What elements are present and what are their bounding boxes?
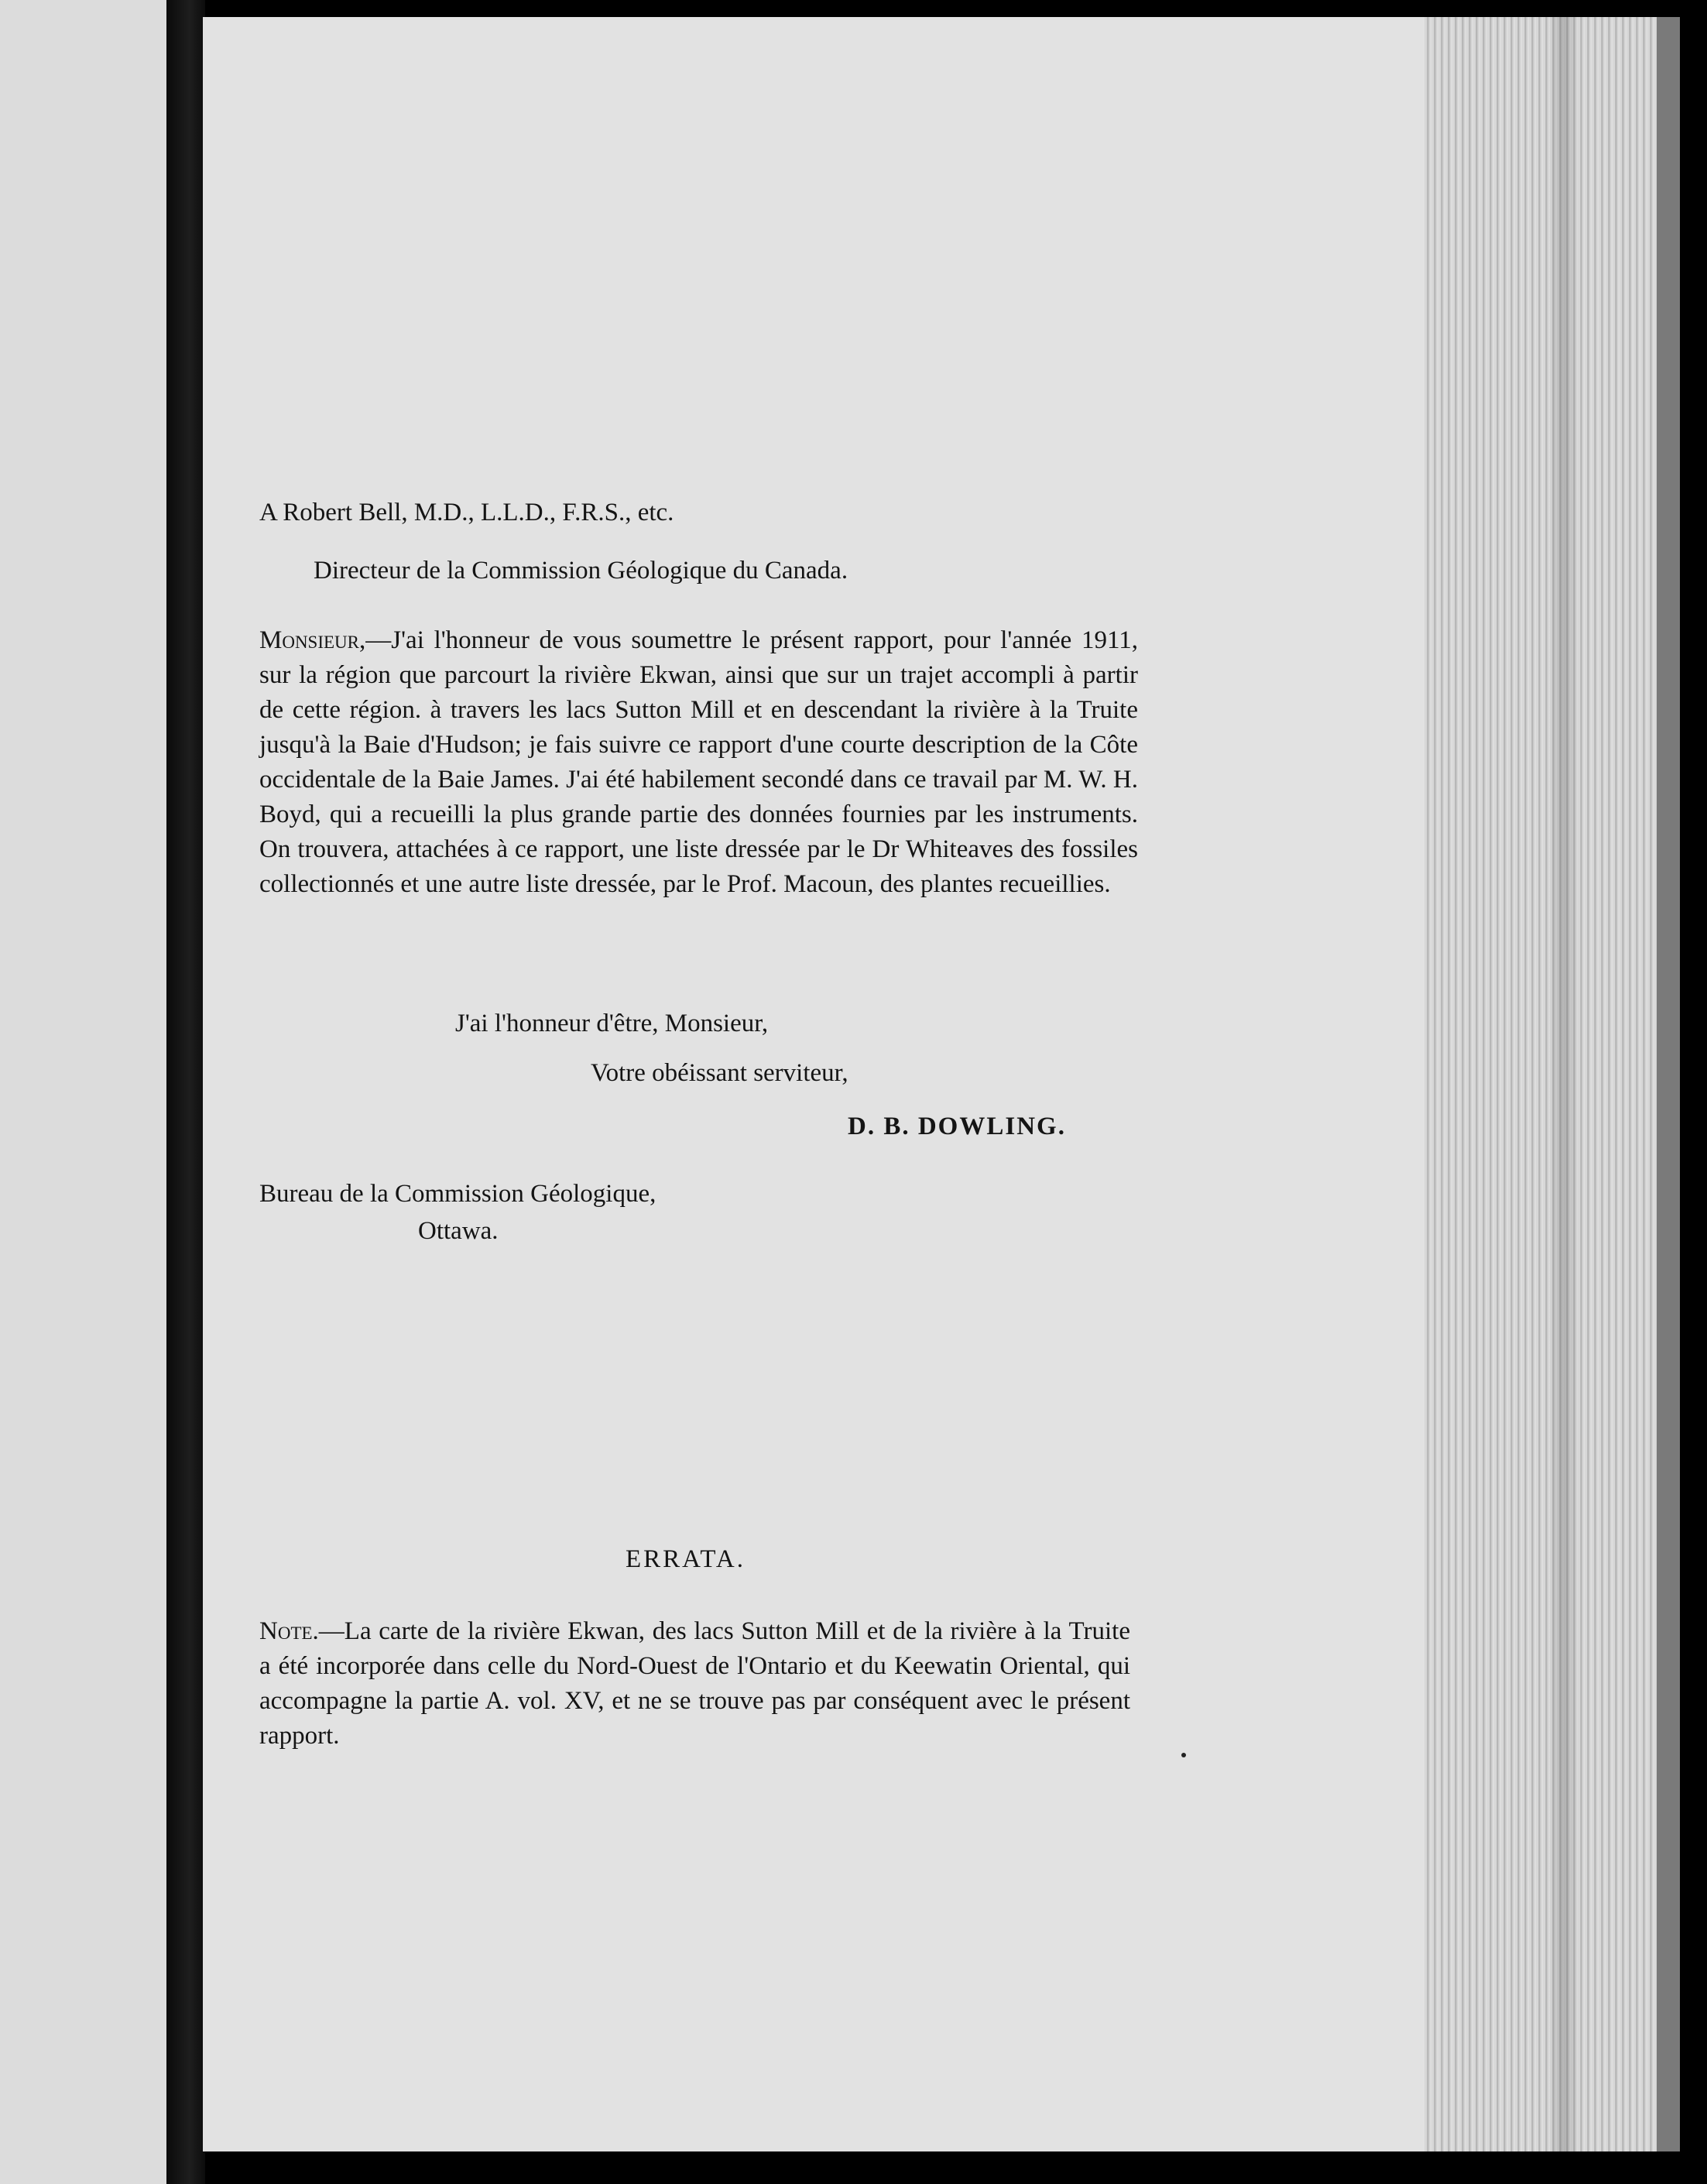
ink-speck bbox=[1181, 1753, 1186, 1757]
letter-addressee: A Robert Bell, M.D., L.L.D., F.R.S., etc. bbox=[259, 499, 674, 526]
errata-note bbox=[259, 1614, 1130, 1754]
page-edges-shadow bbox=[1548, 17, 1579, 2151]
letter-body bbox=[259, 623, 1138, 902]
book-spine bbox=[166, 0, 205, 2184]
facing-page bbox=[0, 0, 166, 2184]
letter-office: Bureau de la Commission Géologique, bbox=[259, 1180, 656, 1208]
letter-closing-1: J'ai l'honneur d'être, Monsieur, bbox=[455, 1010, 769, 1037]
letter-body-text: —J'ai l'honneur de vous soumettre le présent rapport, pour l'année 1911, sur la région que parcourt la rivière Ekwan, ainsi que sur un trajet accompli à partir de cette région. à travers les lacs Sutton Mill et en descendant la rivière à la Truite jusqu'à la Baie d'Hudson; je fais suivre ce rapport d'une courte description de la Côte occidentale de la Baie James. J'ai été habilement secondé dans ce travail par M. W. H. Boyd, qui a recueilli la plus grande partie des données fournies par les instruments. On trouvera, attachées à ce rapport, une liste dressée par le Dr Whiteaves des fossiles collectionnés et une autre liste dressée, par le Prof. Macoun, des plantes recueillies. bbox=[259, 626, 1138, 898]
letter-office-city: Ottawa. bbox=[418, 1217, 499, 1245]
letter-signature: D. B. DOWLING. bbox=[848, 1113, 1066, 1140]
page-edges-right bbox=[1657, 17, 1680, 2151]
errata-note-label: Note. bbox=[259, 1617, 319, 1645]
letter-addressee-title: Directeur de la Commission Géologique du Canada. bbox=[314, 557, 848, 585]
errata-note-text: —La carte de la rivière Ekwan, des lacs Sutton Mill et de la rivière à la Truite a été incorporée dans celle du Nord-Ouest de l'Ontario et du Keewatin Oriental, qui accompagne la partie A. vol. XV, et ne se trouve pas par conséquent avec le présent rapport. bbox=[259, 1617, 1130, 1750]
letter-closing-2: Votre obéissant serviteur, bbox=[591, 1059, 848, 1087]
letter-salutation: Monsieur, bbox=[259, 626, 366, 654]
errata-heading: ERRATA. bbox=[626, 1545, 746, 1573]
